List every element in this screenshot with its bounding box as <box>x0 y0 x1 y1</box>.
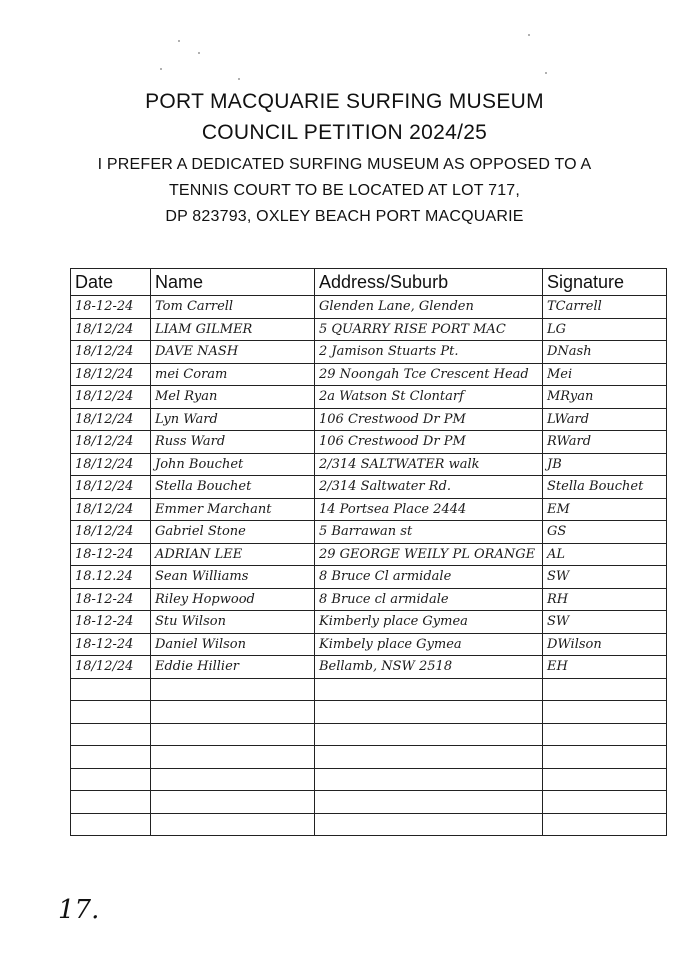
cell-date: 18-12-24 <box>71 588 151 611</box>
cell-signature: RWard <box>543 431 667 454</box>
table-row <box>71 408 667 431</box>
cell-date: 18/12/24 <box>71 363 151 386</box>
cell-address: 2/314 Saltwater Rd. <box>315 476 543 499</box>
cell-name: Mel Ryan <box>151 386 315 409</box>
column-header-signature: Signature <box>543 269 667 296</box>
cell-signature <box>543 791 667 814</box>
cell-date <box>71 678 151 701</box>
cell-signature: JB <box>543 453 667 476</box>
cell-signature <box>543 768 667 791</box>
cell-signature: LWard <box>543 408 667 431</box>
cell-date: 18/12/24 <box>71 521 151 544</box>
cell-signature: LG <box>543 318 667 341</box>
cell-name: Tom Carrell <box>151 296 315 319</box>
petition-statement-line2: TENNIS COURT TO BE LOCATED AT LOT 717, <box>168 182 521 199</box>
cell-name: Emmer Marchant <box>151 498 315 521</box>
cell-name: Lyn Ward <box>151 408 315 431</box>
table-row <box>71 611 667 634</box>
cell-signature: DNash <box>543 341 667 364</box>
cell-signature <box>543 813 667 836</box>
cell-signature: TCarrell <box>543 296 667 319</box>
cell-name <box>151 768 315 791</box>
cell-signature: RH <box>543 588 667 611</box>
table-row <box>71 813 667 836</box>
cell-date <box>71 746 151 769</box>
cell-date <box>71 791 151 814</box>
cell-address <box>315 791 543 814</box>
table-row <box>71 678 667 701</box>
cell-address: 8 Bruce Cl armidale <box>315 566 543 589</box>
table-row <box>71 543 667 566</box>
cell-name: Daniel Wilson <box>151 633 315 656</box>
cell-signature: SW <box>543 566 667 589</box>
cell-name <box>151 813 315 836</box>
table-row <box>71 476 667 499</box>
cell-date: 18-12-24 <box>71 543 151 566</box>
cell-date <box>71 723 151 746</box>
cell-address <box>315 746 543 769</box>
signature-table <box>70 268 667 836</box>
table-row <box>71 431 667 454</box>
table-row <box>71 656 667 679</box>
table-row <box>71 701 667 724</box>
cell-name <box>151 678 315 701</box>
cell-address <box>315 723 543 746</box>
table-row <box>71 588 667 611</box>
scan-speck <box>238 78 240 80</box>
cell-address: 5 Barrawan st <box>315 521 543 544</box>
table-row <box>71 341 667 364</box>
scan-speck <box>528 34 530 36</box>
table-row <box>71 723 667 746</box>
table-row <box>71 498 667 521</box>
cell-signature: EH <box>543 656 667 679</box>
cell-date <box>71 768 151 791</box>
cell-signature: GS <box>543 521 667 544</box>
cell-address: 14 Portsea Place 2444 <box>315 498 543 521</box>
cell-signature: SW <box>543 611 667 634</box>
cell-address: 2 Jamison Stuarts Pt. <box>315 341 543 364</box>
cell-date: 18/12/24 <box>71 318 151 341</box>
column-header-date: Date <box>71 269 151 296</box>
cell-date: 18/12/24 <box>71 453 151 476</box>
cell-date: 18/12/24 <box>71 476 151 499</box>
cell-date: 18-12-24 <box>71 611 151 634</box>
petition-subtitle: COUNCIL PETITION 2024/25 <box>201 121 488 144</box>
petition-title: PORT MACQUARIE SURFING MUSEUM <box>145 90 544 113</box>
cell-name <box>151 746 315 769</box>
cell-address: 106 Crestwood Dr PM <box>315 408 543 431</box>
cell-date: 18.12.24 <box>71 566 151 589</box>
cell-name: DAVE NASH <box>151 341 315 364</box>
cell-address: 2/314 SALTWATER walk <box>315 453 543 476</box>
column-header-name: Name <box>151 269 315 296</box>
cell-name <box>151 723 315 746</box>
cell-address: 8 Bruce cl armidale <box>315 588 543 611</box>
cell-signature: EM <box>543 498 667 521</box>
cell-address <box>315 678 543 701</box>
cell-date: 18/12/24 <box>71 408 151 431</box>
table-row <box>71 566 667 589</box>
cell-address: 5 QUARRY RISE PORT MAC <box>315 318 543 341</box>
cell-address: 2a Watson St Clontarf <box>315 386 543 409</box>
cell-name: Gabriel Stone <box>151 521 315 544</box>
cell-date: 18/12/24 <box>71 431 151 454</box>
petition-statement-line3: DP 823793, OXLEY BEACH PORT MACQUARIE <box>165 208 524 225</box>
cell-name <box>151 791 315 814</box>
table-row <box>71 386 667 409</box>
table-row <box>71 296 667 319</box>
cell-name: Eddie Hillier <box>151 656 315 679</box>
cell-address: Kimbely place Gymea <box>315 633 543 656</box>
cell-signature: AL <box>543 543 667 566</box>
column-header-address: Address/Suburb <box>315 269 543 296</box>
scan-speck <box>545 72 547 74</box>
cell-name: Stella Bouchet <box>151 476 315 499</box>
cell-address: 106 Crestwood Dr PM <box>315 431 543 454</box>
cell-name <box>151 701 315 724</box>
cell-name: Russ Ward <box>151 431 315 454</box>
page-number: 17. <box>58 895 100 925</box>
cell-address: Kimberly place Gymea <box>315 611 543 634</box>
petition-statement-line1: I PREFER A DEDICATED SURFING MUSEUM AS OPPOSED TO A <box>97 156 592 173</box>
cell-signature <box>543 746 667 769</box>
table-row <box>71 768 667 791</box>
cell-address <box>315 813 543 836</box>
cell-address: 29 Noongah Tce Crescent Head <box>315 363 543 386</box>
cell-name: LIAM GILMER <box>151 318 315 341</box>
cell-date <box>71 701 151 724</box>
cell-name: ADRIAN LEE <box>151 543 315 566</box>
scan-speck <box>160 68 162 70</box>
cell-date: 18-12-24 <box>71 633 151 656</box>
cell-signature <box>543 723 667 746</box>
cell-signature <box>543 701 667 724</box>
cell-signature: Stella Bouchet <box>543 476 667 499</box>
cell-name: mei Coram <box>151 363 315 386</box>
cell-address: Bellamb, NSW 2518 <box>315 656 543 679</box>
cell-name: Sean Williams <box>151 566 315 589</box>
cell-date: 18/12/24 <box>71 656 151 679</box>
table-row <box>71 363 667 386</box>
cell-address: 29 GEORGE WEILY PL ORANGE <box>315 543 543 566</box>
cell-date: 18/12/24 <box>71 498 151 521</box>
cell-signature: DWilson <box>543 633 667 656</box>
cell-date: 18-12-24 <box>71 296 151 319</box>
cell-address <box>315 701 543 724</box>
cell-name: Riley Hopwood <box>151 588 315 611</box>
cell-date <box>71 813 151 836</box>
cell-signature: Mei <box>543 363 667 386</box>
cell-name: John Bouchet <box>151 453 315 476</box>
table-row <box>71 453 667 476</box>
scan-speck <box>198 52 200 54</box>
table-row <box>71 521 667 544</box>
table-header-row <box>71 269 667 296</box>
table-row <box>71 318 667 341</box>
cell-date: 18/12/24 <box>71 386 151 409</box>
cell-address: Glenden Lane, Glenden <box>315 296 543 319</box>
cell-signature <box>543 678 667 701</box>
cell-signature: MRyan <box>543 386 667 409</box>
cell-address <box>315 768 543 791</box>
table-row <box>71 791 667 814</box>
scan-speck <box>178 40 180 42</box>
table-row <box>71 746 667 769</box>
cell-name: Stu Wilson <box>151 611 315 634</box>
cell-date: 18/12/24 <box>71 341 151 364</box>
table-row <box>71 633 667 656</box>
